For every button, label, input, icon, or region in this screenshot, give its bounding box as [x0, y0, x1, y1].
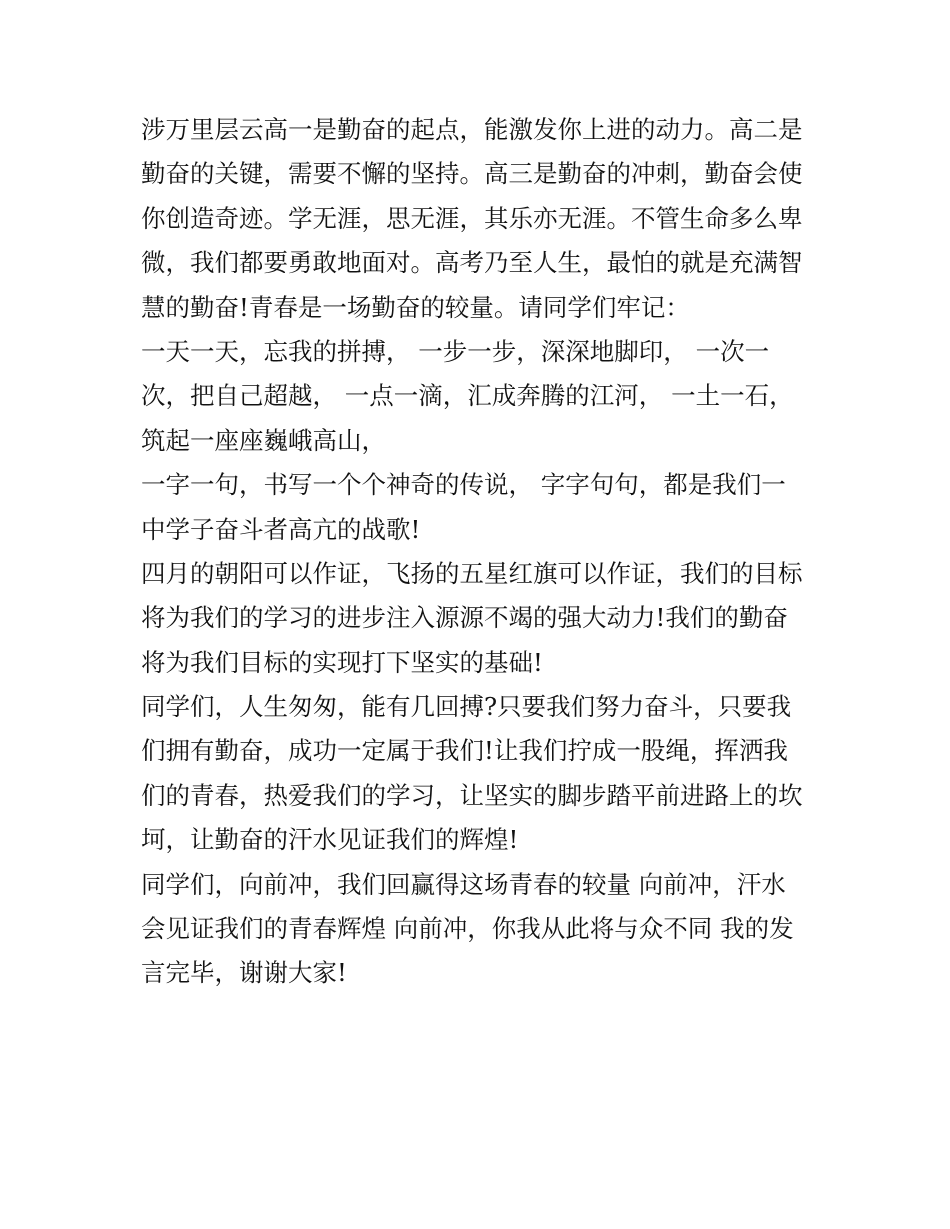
text-line: 将为我们的学习的进步注入源源不竭的强大动力!我们的勤奋 [141, 603, 788, 633]
text-line: 勤奋的关键，需要不懈的坚持。高三是勤奋的冲刺，勤奋会使 [141, 159, 803, 189]
text-line: 同学们，人生匆匆，能有几回搏?只要我们努力奋斗，只要我 [141, 692, 792, 722]
speech-text [141, 108, 821, 996]
text-line: 同学们，向前冲，我们回赢得这场青春的较量 向前冲，汗水 [141, 869, 786, 899]
text-line: 一字一句，书写一个个神奇的传说， 字字句句，都是我们一 [141, 470, 786, 500]
text-line: 将为我们目标的实现打下坚实的基础! [141, 647, 543, 677]
text-line: 一天一天，忘我的拼搏， 一步一步，深深地脚印， 一次一 [141, 336, 770, 366]
text-line: 筑起一座座巍峨高山， [141, 425, 386, 455]
text-line: 们拥有勤奋，成功一定属于我们!让我们拧成一股绳，挥洒我 [141, 736, 788, 766]
text-line: 慧的勤奋!青春是一场勤奋的较量。请同学们牢记： [141, 292, 690, 322]
text-line: 四月的朝阳可以作证，飞扬的五星红旗可以作证，我们的目标 [141, 558, 803, 588]
text-line: 次，把自己超越， 一点一滴，汇成奔腾的江河， 一土一石， [141, 381, 794, 411]
text-line: 你创造奇迹。学无涯，思无涯，其乐亦无涯。不管生命多么卑 [141, 203, 803, 233]
text-line: 坷，让勤奋的汗水见证我们的辉煌! [141, 825, 519, 855]
text-line: 言完毕，谢谢大家! [141, 958, 347, 988]
text-line: 涉万里层云高一是勤奋的起点，能激发你上进的动力。高二是 [141, 115, 803, 144]
text-line: 们的青春，热爱我们的学习，让坚实的脚步踏平前进路上的坎 [141, 780, 803, 810]
text-line: 微，我们都要勇敢地面对。高考乃至人生，最怕的就是充满智 [141, 248, 803, 278]
text-line: 会见证我们的青春辉煌 向前冲，你我从此将与众不同 我的发 [141, 914, 794, 944]
text-line: 中学子奋斗者高亢的战歌! [141, 514, 421, 544]
